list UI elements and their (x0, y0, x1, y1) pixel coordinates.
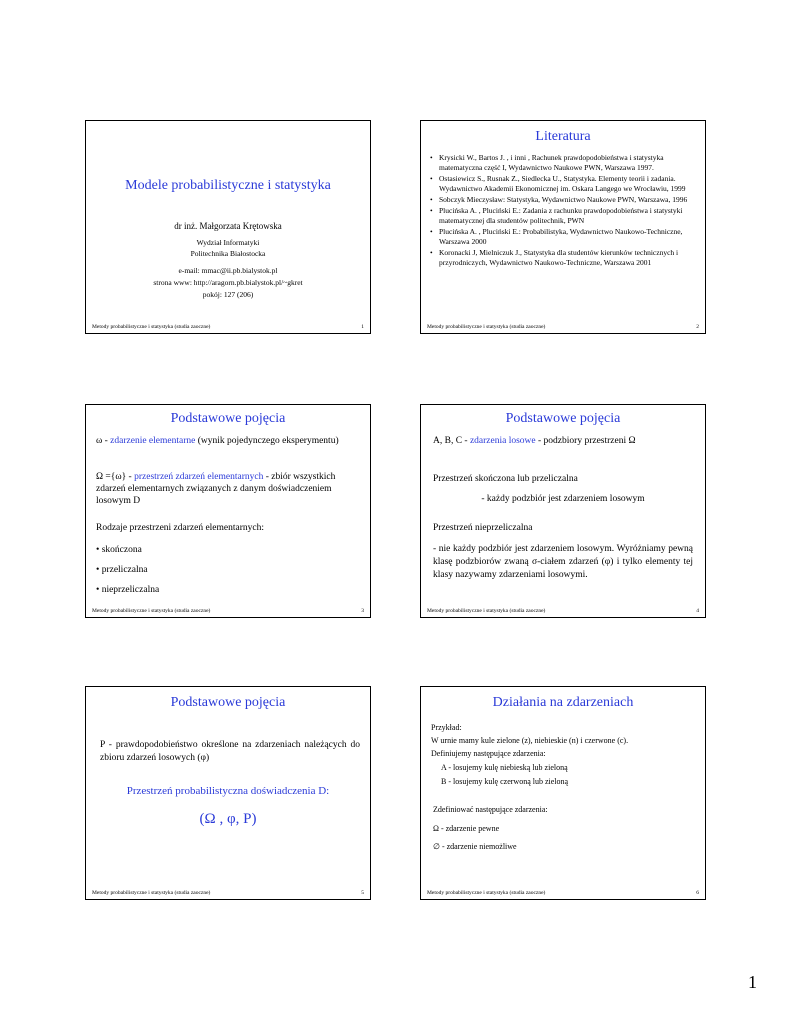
bullet-item: • skończona (96, 545, 142, 555)
uncountable-space-heading: Przestrzeń nieprzeliczalna (433, 523, 533, 533)
bibliography-list (429, 153, 697, 269)
definition-sample-space (96, 471, 360, 507)
slide-title: Podstawowe pojęcia (505, 411, 621, 426)
omega-set-symbol: Ω ={ω} - (96, 472, 135, 482)
slide-2 (420, 120, 706, 334)
list-item: • Krysicki W., Bartos J. , i inni , Rachunek prawdopodobieństwa i statystyka matematyczna część I, Wydawnictwo Naukowe PWN, Warszawa 1997. (439, 153, 697, 173)
slide-title: Podstawowe pojęcia (170, 695, 286, 710)
contact-info (86, 265, 370, 301)
list-item: • Plucińska A. , Pluciński E.: Probabilistyka, Wydawnictwo Naukowo-Techniczne, Warszawa 2000 (439, 227, 697, 247)
slide-4 (420, 404, 706, 618)
slide-title: Podstawowe pojęcia (170, 411, 286, 426)
definition-text: - zbiór wszystkich zdarzeń elementarnych związanych z danym doświadczeniem losowym D (96, 472, 336, 506)
page-number: 1 (748, 972, 757, 992)
impossible-event: ∅ - zdarzenie niemożliwe (433, 842, 517, 851)
probability-definition: P - prawdopodobieństwo określone na zdarzeniach należących do zbioru zdarzeń losowych (φ) (100, 740, 360, 763)
definition-text: (wynik pojedynczego eksperymentu) (195, 436, 339, 446)
slide-number: 3 (361, 608, 364, 614)
affiliation (86, 237, 370, 259)
omega-symbol: ω - (96, 436, 111, 446)
finite-space-heading: Przestrzeń skończona lub przeliczalna (433, 474, 578, 484)
term: przestrzeń zdarzeń elementarnych (134, 472, 264, 482)
example-text: Definiujemy następujące zdarzenia: (431, 749, 546, 758)
definition-elementary-event (96, 435, 360, 447)
slide-footer: Metody probabilistyczne i statystyka (studia zaoczne) (427, 324, 546, 330)
term: zdarzenia losowe (469, 436, 536, 446)
slide-footer: Metody probabilistyczne i statystyka (studia zaoczne) (427, 890, 546, 896)
example-label: Przykład: (431, 723, 462, 732)
slide-footer: Metody probabilistyczne i statystyka (studia zaoczne) (427, 608, 546, 614)
probability-space-triple: (Ω , φ, P) (199, 811, 257, 827)
slide-number: 4 (696, 608, 699, 614)
department: Wydział Informatyki (196, 238, 260, 247)
list-item: • Koronacki J, Mielniczuk J., Statystyka dla studentów kierunków technicznych i przyrodniczych, Wydawnictwo Naukowo-Techniczne, Warszawa 2001 (439, 248, 697, 268)
room: pokój: 127 (206) (202, 290, 254, 299)
bullet-item: • przeliczalna (96, 565, 148, 575)
events-symbols: A, B, C - (433, 436, 470, 446)
slide-number: 5 (361, 890, 364, 896)
probability-space-heading: Przestrzeń probabilistyczna doświadczenia D: (126, 785, 330, 797)
sure-event: Ω - zdarzenie pewne (433, 824, 500, 833)
list-item: • Sobczyk Mieczysław: Statystyka, Wydawnictwo Naukowe PWN, Warszawa, 1996 (439, 195, 697, 205)
task-heading: Zdefiniować następujące zdarzenia: (433, 805, 548, 814)
university: Politechnika Białostocka (190, 249, 266, 258)
example-text: W urnie mamy kule zielone (z), niebieskie (n) i czerwone (c). (431, 736, 629, 745)
term: zdarzenie elementarne (110, 436, 196, 446)
types-heading: Rodzaje przestrzeni zdarzeń elementarnych: (96, 523, 265, 533)
definition-random-events (433, 435, 693, 448)
slide-3 (85, 404, 371, 618)
slide-title: Literatura (535, 129, 591, 144)
author: dr inż. Małgorzata Krętowska (174, 221, 282, 231)
event-a: A - losujemy kulę niebieską lub zieloną (441, 763, 568, 772)
slide-footer: Metody probabilistyczne i statystyka (studia zaoczne) (92, 608, 211, 614)
slide-title: Modele probabilistyczne i statystyka (125, 178, 331, 193)
slide-number: 6 (696, 890, 699, 896)
event-b: B - losujemy kulę czerwoną lub zieloną (441, 777, 569, 786)
slide-number: 2 (696, 324, 699, 330)
slide-number: 1 (361, 324, 364, 330)
slide-footer: Metody probabilistyczne i statystyka (studia zaoczne) (92, 324, 211, 330)
website: strona www: http://aragorn.pb.bialystok.pl/~gkret (153, 278, 303, 287)
slide-title: Działania na zdarzeniach (492, 695, 634, 710)
slide-footer: Metody probabilistyczne i statystyka (studia zaoczne) (92, 890, 211, 896)
list-item: • Ostasiewicz S., Rusnak Z., Siedlecka U., Statystyka. Elementy teorii i zadania. Wydawnictwo Akademii Ekonomicznej im. Oskara Langego we Wrocławiu, 1999 (439, 174, 697, 194)
list-item: • Plucińska A. , Pluciński E.: Zadania z rachunku prawdopodobieństwa i statystyki matematycznej dla studentów politechnik, PWN (439, 206, 697, 226)
email: e-mail: mmac@ii.pb.bialystok.pl (178, 266, 278, 275)
slide-1 (85, 120, 371, 334)
bullet-item: • nieprzeliczalna (96, 585, 160, 595)
definition-text: - podzbiory przestrzeni Ω (535, 436, 636, 446)
slide-5 (85, 686, 371, 900)
slide-6 (420, 686, 706, 900)
uncountable-space-text: - nie każdy podzbiór jest zdarzeniem losowym. Wyróżniamy pewną klasę podzbiorów zwaną σ-ciałem zdarzeń (φ) i tylko elementy tej klasy nazywamy zdarzeniami losowymi. (433, 544, 693, 580)
finite-space-text: - każdy podzbiór jest zdarzeniem losowym (481, 494, 645, 504)
